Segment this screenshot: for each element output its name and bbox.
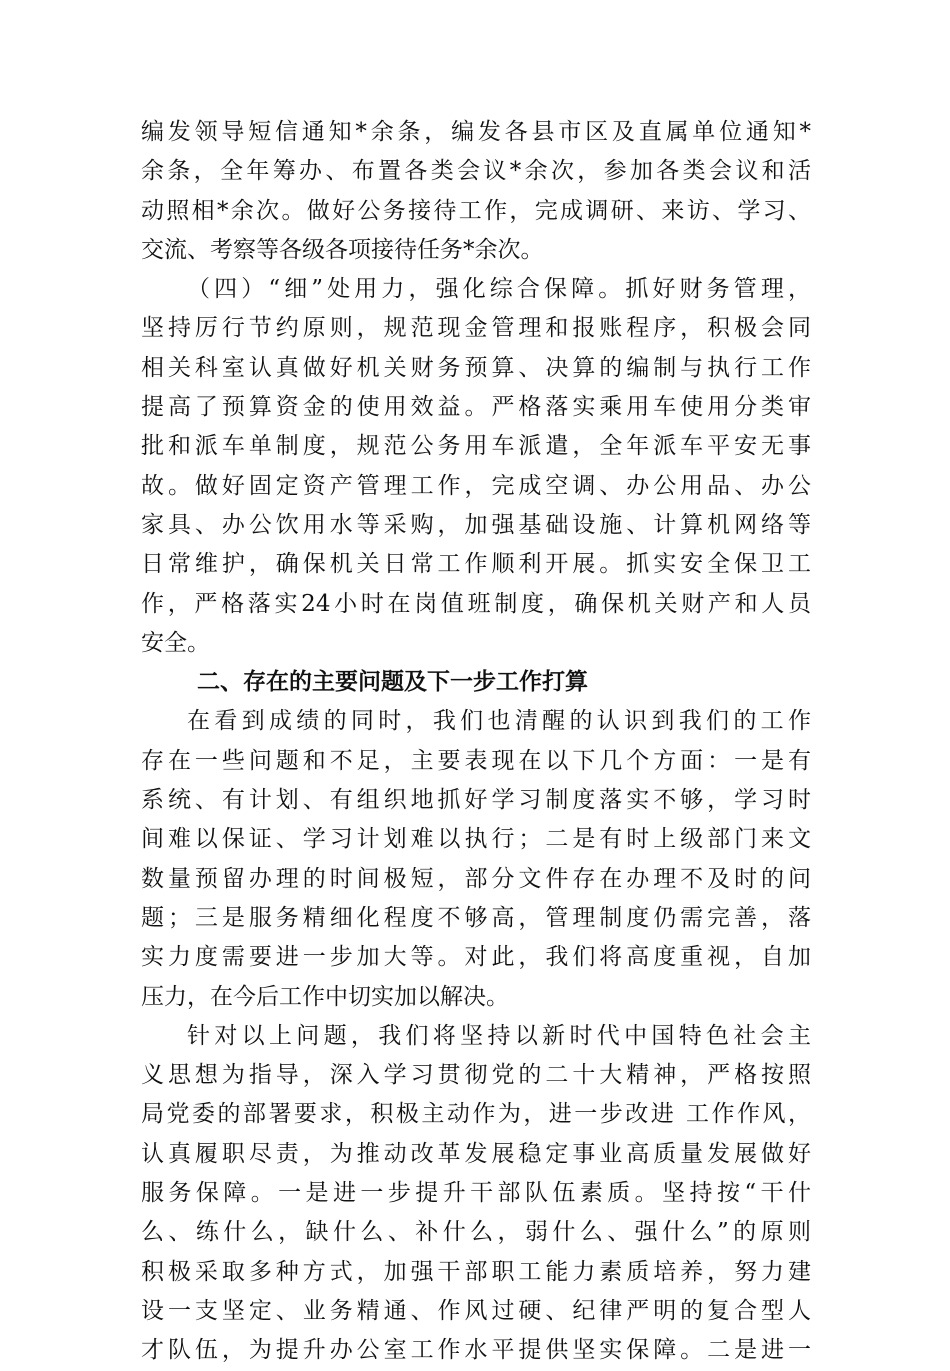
document-body [141,113,811,1371]
paragraph-line: 编发领导短信通知*余条，编发各县市区及直属单位通知* [141,119,811,145]
section-four-lead-line: （四）“细”处用力，强化综合保障。抓好财务管理， [187,276,811,303]
paragraph-line: 设一支坚定、业务精通、作风过硬、纪律严明的复合型人 [141,1297,811,1324]
paragraph-line: 作，严格落实24小时在岗值班制度，确保机关财产和人员 [141,590,811,617]
paragraph-line: 日常维护，确保机关日常工作顺利开展。抓实安全保卫工 [141,551,811,578]
paragraph-line: 坚持厉行节约原则，规范现金管理和报账程序，积极会同 [141,315,811,342]
paragraph-line: 系统、有计划、有组织地抓好学习制度落实不够，学习时 [141,787,811,814]
paragraph-line: 针对以上问题，我们将坚持以新时代中国特色社会主 [187,1022,811,1049]
paragraph-line: 题；三是服务精细化程度不够高，管理制度仍需完善，落 [141,904,811,931]
paragraph-line: 提高了预算资金的使用效益。严格落实乘用车使用分类审 [141,394,811,421]
paragraph-line: 么、练什么，缺什么、补什么，弱什么、强什么”的原则 [141,1219,811,1246]
paragraph-line: 压力，在今后工作中切实加以解决。 [141,983,509,1010]
paragraph-line: 在看到成绩的同时，我们也清醒的认识到我们的工作 [187,708,811,735]
paragraph-line: 认真履职尽责，为推动改革发展稳定事业高质量发展做好 [141,1140,811,1167]
paragraph-line: 存在一些问题和不足，主要表现在以下几个方面：一是有 [141,747,811,774]
paragraph-line: 局党委的部署要求，积极主动作为，进一步改进 工作作风， [141,1101,811,1128]
paragraph-line: 余条，全年筹办、布置各类会议*余次，参加各类会议和活 [141,158,811,185]
paragraph-line: 才队伍，为提升办公室工作水平提供坚实保障。二是进一 [141,1337,811,1364]
paragraph-line: 动照相*余次。做好公务接待工作，完成调研、来访、学习、 [141,197,811,224]
paragraph-line: 实力度需要进一步加大等。对此，我们将高度重视，自加 [141,944,811,971]
paragraph-line: 积极采取多种方式，加强干部职工能力素质培养，努力建 [141,1258,811,1285]
paragraph-line: 间难以保证、学习计划难以执行；二是有时上级部门来文 [141,826,811,853]
section-heading: 二、存在的主要问题及下一步工作打算 [197,669,588,696]
paragraph-line: 服务保障。一是进一步提升干部队伍素质。坚持按“干什 [141,1180,811,1207]
paragraph-line: 安全。 [141,629,210,656]
paragraph-line: 数量预留办理的时间极短，部分文件存在办理不及时的问 [141,865,811,892]
paragraph-line: 故。做好固定资产管理工作，完成空调、办公用品、办公 [141,472,811,499]
paragraph-line: 批和派车单制度，规范公务用车派遣，全年派车平安无事 [141,433,811,460]
paragraph-line: 义思想为指导，深入学习贯彻党的二十大精神，严格按照 [141,1062,811,1089]
paragraph-line: 交流、考察等各级各项接待任务*余次。 [141,236,544,263]
paragraph-line: 家具、办公饮用水等采购，加强基础设施、计算机网络等 [141,511,811,538]
paragraph-line: 相关科室认真做好机关财务预算、决算的编制与执行工作 [141,354,811,381]
